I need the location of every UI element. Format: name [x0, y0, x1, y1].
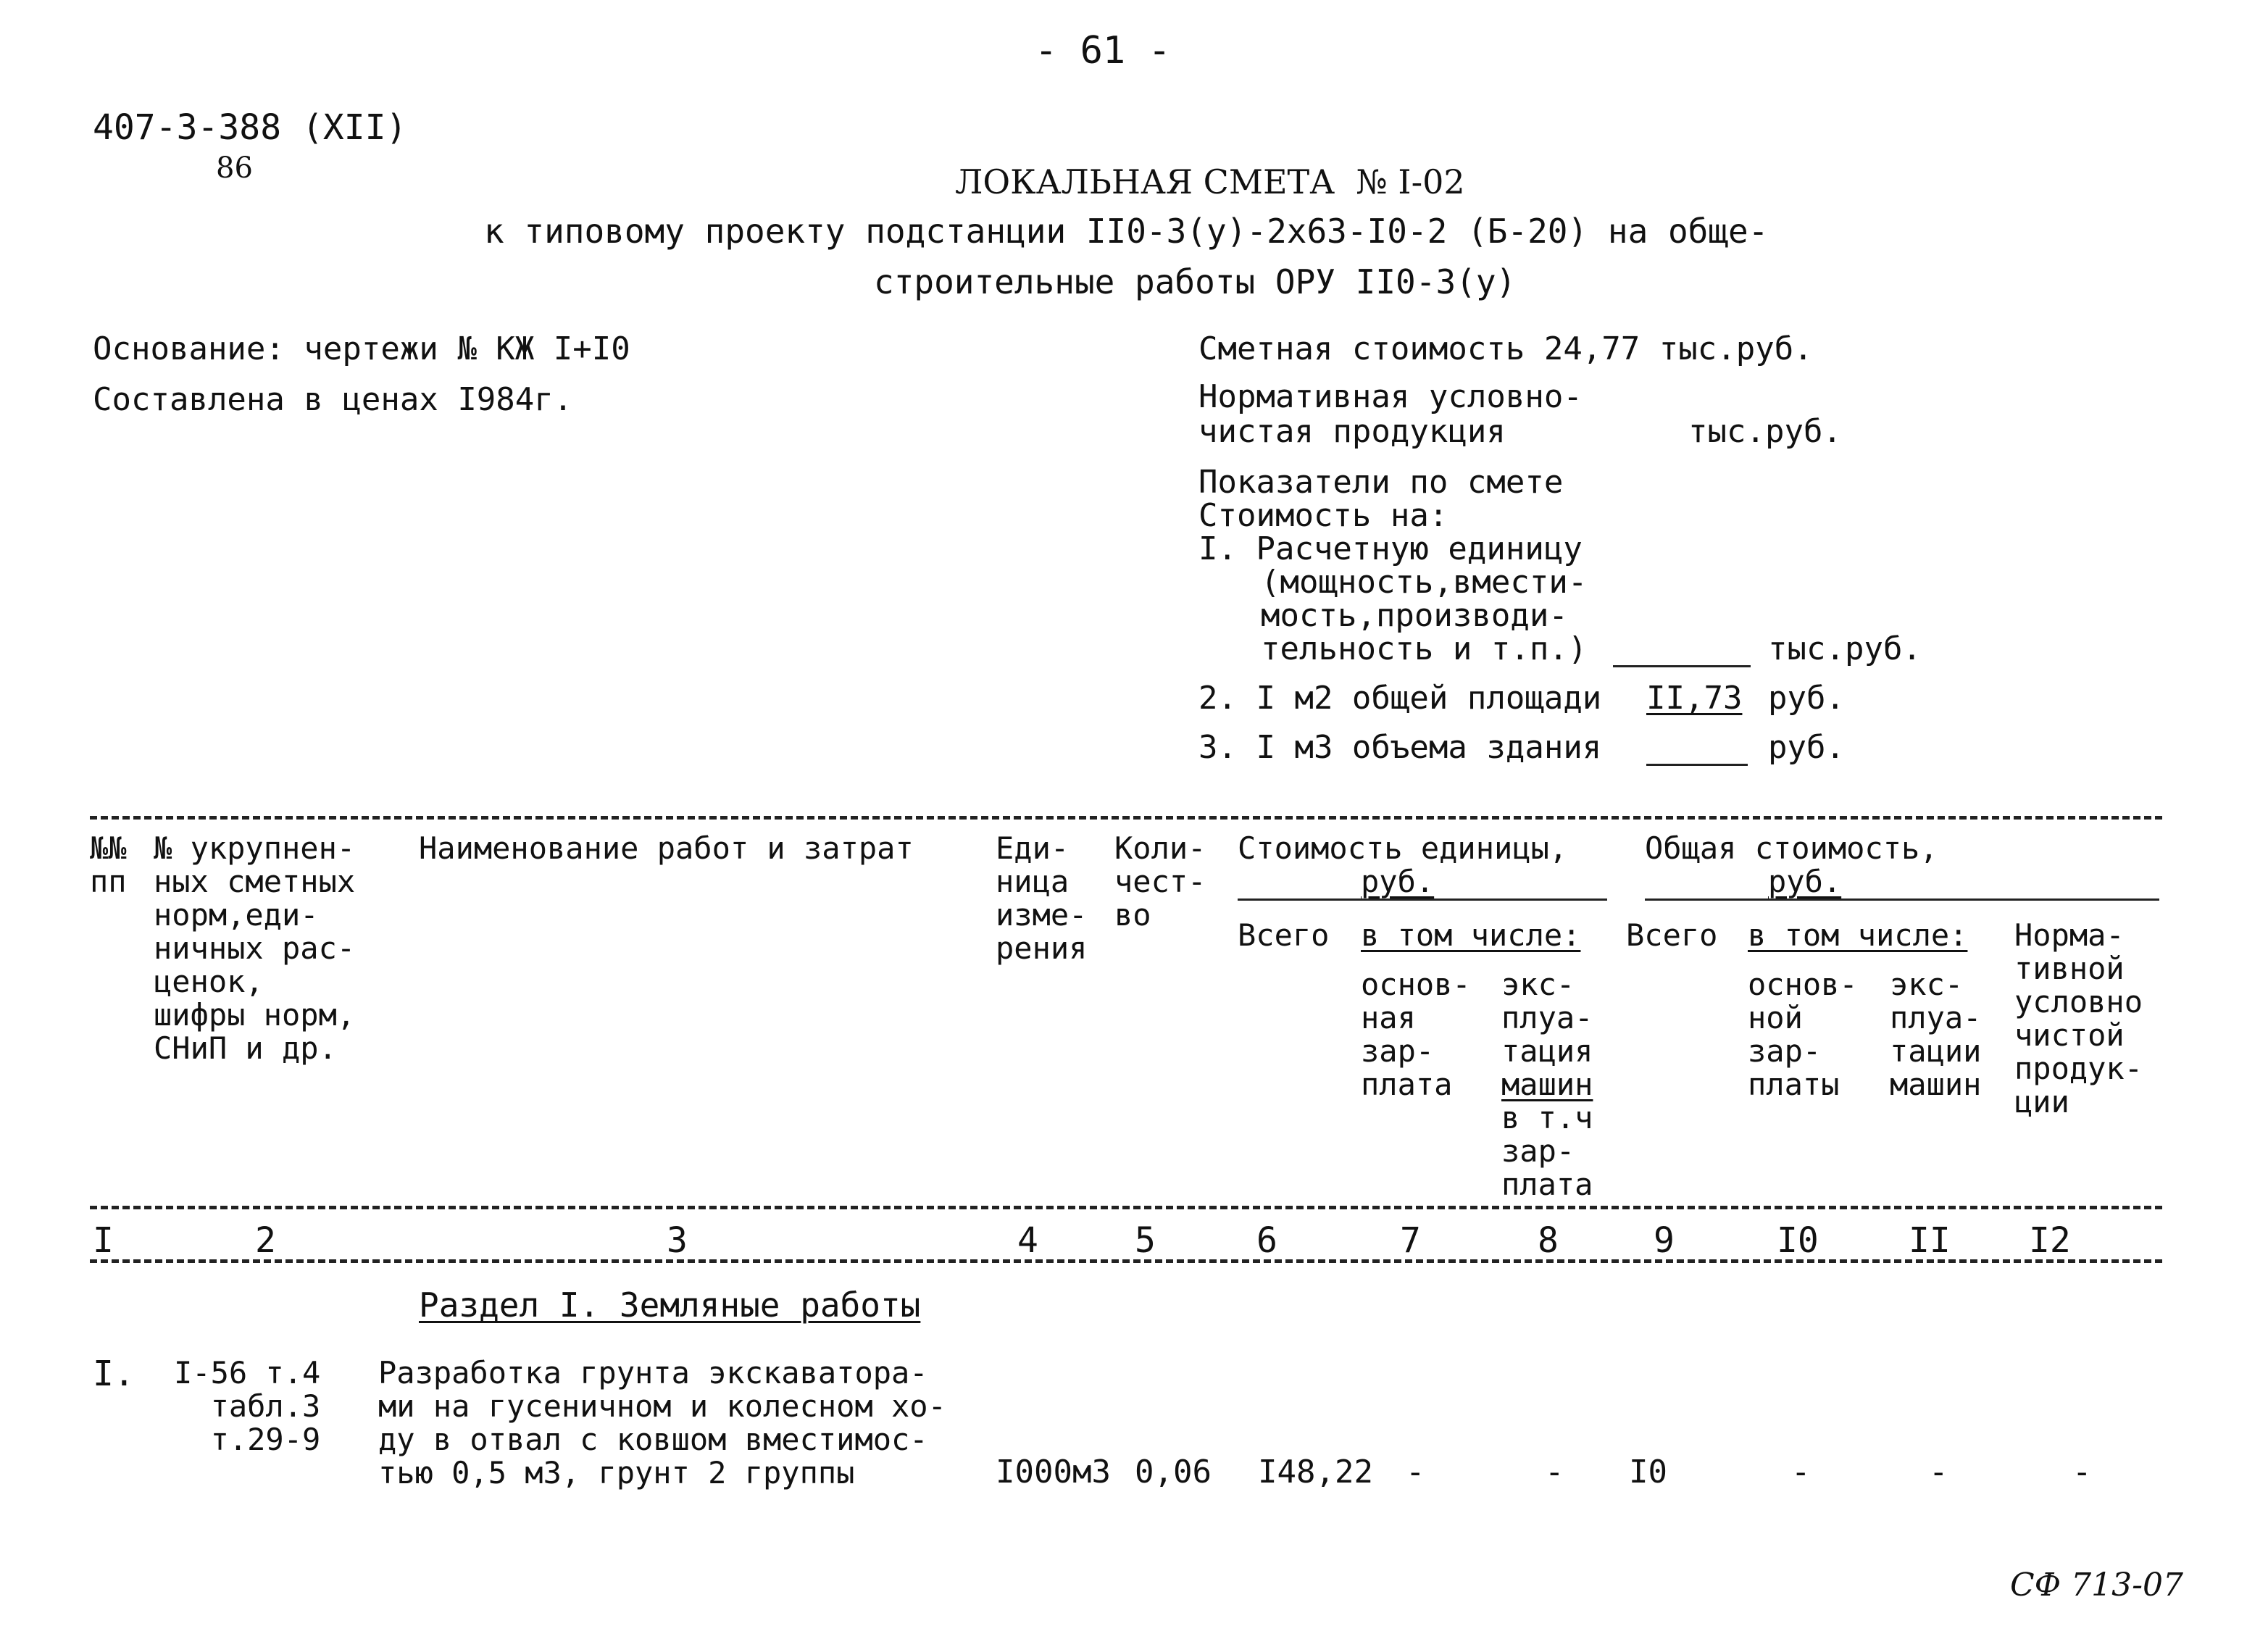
column-number: 8 [1538, 1220, 1559, 1261]
column-number: 3 [667, 1220, 688, 1261]
header-col-8-c: в т.ч зар- плата [1501, 1100, 1593, 1202]
estimated-cost: Сметная стоимость 24,77 тыс.руб. [1198, 330, 1813, 367]
indicator-1-line-1: I. Расчетную единицу [1198, 530, 1583, 567]
row-unit: I000м3 [996, 1454, 1111, 1490]
header-unit-cost: Стоимость единицы, [1238, 830, 1568, 866]
section-title: Раздел I. Земляные работы [419, 1285, 921, 1325]
header-unit-cost-rub: руб. [1361, 864, 1435, 899]
table-header-bottom-rule [90, 1206, 2162, 1209]
indicator-1-line-2: (мощность,вмести- [1261, 564, 1588, 601]
column-number: 6 [1256, 1220, 1277, 1261]
column-number: I0 [1777, 1220, 1819, 1261]
header-total-cost-rule [1645, 899, 2159, 901]
header-col-1: №№ пп [90, 830, 127, 899]
row-number: I. [93, 1354, 135, 1394]
title-line-1: ЛОКАЛЬНАЯ СМЕТА № I-02 [955, 162, 1465, 201]
header-col-11: экс- плуа- тации машин [1890, 967, 1982, 1102]
header-col-7: основ- ная зар- плата [1361, 967, 1471, 1102]
indicator-2-value: II,73 [1646, 680, 1743, 717]
row-unit-wage: - [1406, 1454, 1425, 1490]
indicator-2-label: 2. I м2 общей площади [1198, 680, 1602, 717]
row-total-machine: - [1929, 1454, 1948, 1490]
header-col-3: Наименование работ и затрат [419, 830, 914, 866]
column-number: II [1909, 1220, 1951, 1261]
column-number: 2 [255, 1220, 276, 1261]
column-number: 9 [1654, 1220, 1675, 1261]
indicator-2-unit: руб. [1768, 680, 1845, 717]
cost-per-heading: Стоимость на: [1198, 497, 1448, 534]
header-col-4: Еди- ница изме- рения [996, 830, 1088, 966]
header-including-2: в том числе: [1748, 917, 1968, 953]
indicator-1-blank [1613, 665, 1751, 667]
footer-mark: СФ 713-07 [2010, 1567, 2184, 1604]
normative-unit: тыс.руб. [1688, 413, 1842, 450]
row-norm-code: I-56 т.4 табл.3 т.29-9 [174, 1355, 321, 1457]
row-unit-total: I48,22 [1258, 1454, 1373, 1490]
header-total-cost: Общая стоимость, [1645, 830, 1938, 866]
document-code: 407-3-388 (XII) [93, 107, 407, 148]
header-col-8-b: машин [1501, 1067, 1593, 1102]
header-total-cost-rub: руб. [1768, 864, 1842, 899]
row-total-wage: - [1791, 1454, 1811, 1490]
normative-line-2: чистая продукция [1198, 413, 1506, 450]
row-quantity: 0,06 [1135, 1454, 1212, 1490]
column-number: 7 [1400, 1220, 1421, 1261]
column-numbers-rule [90, 1259, 2162, 1263]
row-total: I0 [1629, 1454, 1667, 1490]
header-col-2: № укрупнен- ных сметных норм,еди- ничных рас- ценок, шифры норм, СНиП и др. [154, 830, 356, 1066]
header-col-6: Всего [1238, 917, 1330, 953]
row-unit-machine: - [1545, 1454, 1564, 1490]
header-unit-cost-rule [1238, 899, 1607, 901]
indicators-heading: Показатели по смете [1198, 464, 1564, 501]
indicator-1-line-4: тельность и т.п.) [1261, 630, 1588, 667]
indicator-3-blank [1646, 764, 1748, 766]
basis-text: Основание: чертежи № КЖ I+I0 [93, 330, 630, 367]
title-line-2: к типовому проекту подстанции II0-3(у)-2х63-I0-2 (Б-20) на обще- [484, 212, 1769, 251]
indicator-3-label: 3. I м3 объема здания [1198, 729, 1602, 766]
title-line-3: строительные работы ОРУ II0-3(у) [874, 262, 1517, 301]
header-col-10: основ- ной зар- платы [1748, 967, 1858, 1102]
header-col-12: Норма- тивной условно чистой продук- ции [2014, 917, 2143, 1120]
header-including-1: в том числе: [1361, 917, 1581, 953]
column-number: I [93, 1220, 114, 1261]
row-normative: - [2072, 1454, 2092, 1490]
indicator-1-unit: тыс.руб. [1768, 630, 1922, 667]
header-col-8-a: экс- плуа- тация [1501, 967, 1593, 1069]
column-number: I2 [2029, 1220, 2071, 1261]
prices-text: Составлена в ценах I984г. [93, 381, 573, 418]
column-number: 5 [1135, 1220, 1156, 1261]
header-col-9: Всего [1626, 917, 1718, 953]
row-work-name: Разработка грунта экскаватора- ми на гусеничном и колесном хо- ду в отвал с ковшом вместимос- тью 0,5 м3, грунт 2 группы [378, 1355, 946, 1490]
page-number: - 61 - [1035, 29, 1171, 72]
normative-line-1: Нормативная условно- [1198, 378, 1583, 415]
column-number: 4 [1017, 1220, 1038, 1261]
table-top-rule [90, 816, 2162, 820]
indicator-3-unit: руб. [1768, 729, 1845, 766]
indicator-1-line-3: мость,производи- [1261, 597, 1568, 634]
header-col-5: Коли- чест- во [1114, 830, 1206, 933]
document-code-year: 86 [216, 151, 253, 185]
